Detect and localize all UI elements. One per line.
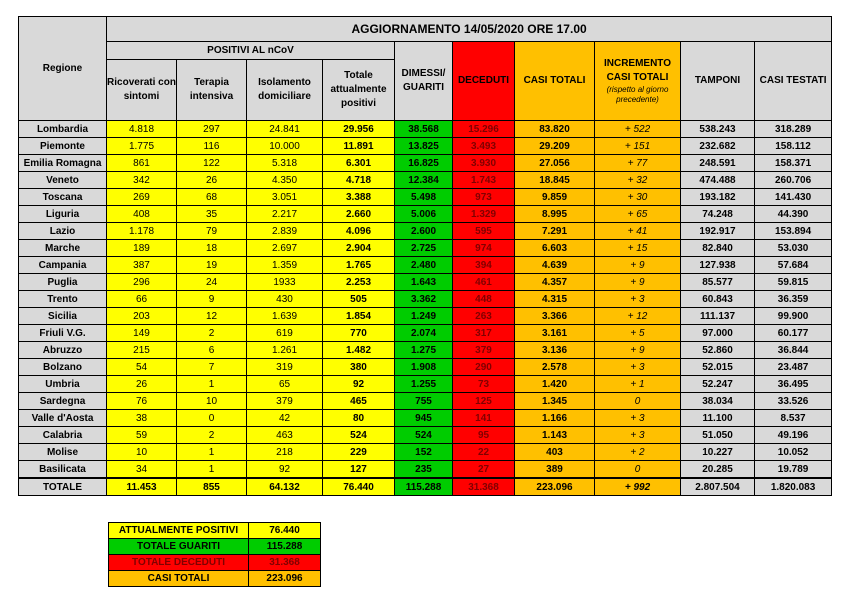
cell-casi: 4.357 — [515, 274, 595, 291]
cell-tamponi: 474.488 — [681, 172, 755, 189]
cell-deceduti: 263 — [453, 308, 515, 325]
cell-isolamento: 319 — [247, 359, 323, 376]
header-dimessi: DIMESSI/ GUARITI — [395, 42, 453, 121]
cell-deceduti: 394 — [453, 257, 515, 274]
cell-casi: 3.161 — [515, 325, 595, 342]
cell-casi: 27.056 — [515, 155, 595, 172]
cell-deceduti: 461 — [453, 274, 515, 291]
cell-testati: 19.789 — [755, 461, 832, 479]
cell-terapia: 7 — [177, 359, 247, 376]
table-row — [19, 376, 832, 393]
summary-label: TOTALE DECEDUTI — [109, 555, 249, 571]
cell-totale: 92 — [323, 376, 395, 393]
cell-regione: Friuli V.G. — [19, 325, 107, 342]
cell-incremento: + 151 — [595, 138, 681, 155]
cell-incremento: + 3 — [595, 410, 681, 427]
cell-casi: 1.420 — [515, 376, 595, 393]
summary-value: 223.096 — [249, 571, 321, 587]
cell-isolamento: 5.318 — [247, 155, 323, 172]
cell-isolamento: 24.841 — [247, 121, 323, 138]
cell-dimessi: 1.908 — [395, 359, 453, 376]
summary-label: ATTUALMENTE POSITIVI — [109, 523, 249, 539]
cell-testati: 8.537 — [755, 410, 832, 427]
cell-dimessi: 3.362 — [395, 291, 453, 308]
cell-testati: 36.495 — [755, 376, 832, 393]
summary-value: 115.288 — [249, 539, 321, 555]
cell-ricoverati: 149 — [107, 325, 177, 342]
cell-incremento: + 12 — [595, 308, 681, 325]
header-regione: Regione — [19, 17, 107, 121]
cell-deceduti: 22 — [453, 444, 515, 461]
cell-casi: 403 — [515, 444, 595, 461]
cell-isolamento: 4.350 — [247, 172, 323, 189]
cell-totale: 3.388 — [323, 189, 395, 206]
cell-tamponi: 97.000 — [681, 325, 755, 342]
cell-totale: 229 — [323, 444, 395, 461]
cell-regione: Molise — [19, 444, 107, 461]
cell-ricoverati: 54 — [107, 359, 177, 376]
cell-deceduti: 15.296 — [453, 121, 515, 138]
cell-regione: Puglia — [19, 274, 107, 291]
cell-ricoverati: 342 — [107, 172, 177, 189]
cell-dimessi: 2.074 — [395, 325, 453, 342]
cell-incremento: 0 — [595, 393, 681, 410]
table-row — [19, 206, 832, 223]
cell-regione: Toscana — [19, 189, 107, 206]
cell-deceduti: 379 — [453, 342, 515, 359]
summary-label: CASI TOTALI — [109, 571, 249, 587]
table-row — [19, 155, 832, 172]
table-row — [19, 308, 832, 325]
cell-terapia: 2 — [177, 427, 247, 444]
header-totale-positivi: Totale attualmente positivi — [323, 60, 395, 121]
cell-dimessi: 12.384 — [395, 172, 453, 189]
table-row — [19, 240, 832, 257]
cell-dimessi: 945 — [395, 410, 453, 427]
cell-incremento: + 992 — [595, 478, 681, 496]
cell-regione: Calabria — [19, 427, 107, 444]
cell-ricoverati: 66 — [107, 291, 177, 308]
cell-tamponi: 38.034 — [681, 393, 755, 410]
cell-testati: 36.359 — [755, 291, 832, 308]
cell-regione: Abruzzo — [19, 342, 107, 359]
cell-incremento: + 77 — [595, 155, 681, 172]
cell-incremento: 0 — [595, 461, 681, 479]
cell-casi: 4.315 — [515, 291, 595, 308]
cell-dimessi: 16.825 — [395, 155, 453, 172]
table-row — [19, 257, 832, 274]
cell-incremento: + 15 — [595, 240, 681, 257]
cell-dimessi: 755 — [395, 393, 453, 410]
cell-regione: Basilicata — [19, 461, 107, 479]
cell-terapia: 10 — [177, 393, 247, 410]
cell-isolamento: 379 — [247, 393, 323, 410]
cell-totale: 4.096 — [323, 223, 395, 240]
table-body — [19, 121, 832, 496]
cell-testati: 153.894 — [755, 223, 832, 240]
cell-incremento: + 65 — [595, 206, 681, 223]
cell-incremento: + 32 — [595, 172, 681, 189]
cell-totale: 465 — [323, 393, 395, 410]
cell-tamponi: 51.050 — [681, 427, 755, 444]
cell-tamponi: 52.860 — [681, 342, 755, 359]
cell-ricoverati: 189 — [107, 240, 177, 257]
summary-row — [109, 555, 321, 571]
cell-casi: 8.995 — [515, 206, 595, 223]
cell-terapia: 24 — [177, 274, 247, 291]
cell-ricoverati: 76 — [107, 393, 177, 410]
cell-regione: Sicilia — [19, 308, 107, 325]
cell-deceduti: 31.368 — [453, 478, 515, 496]
header-incremento-note: (rispetto al giorno precedente) — [606, 85, 669, 104]
cell-tamponi: 11.100 — [681, 410, 755, 427]
cell-casi: 6.603 — [515, 240, 595, 257]
cell-deceduti: 3.930 — [453, 155, 515, 172]
cell-totale: 11.891 — [323, 138, 395, 155]
cell-isolamento: 92 — [247, 461, 323, 479]
header-casi-testati: CASI TESTATI — [755, 42, 832, 121]
cell-deceduti: 595 — [453, 223, 515, 240]
cell-dimessi: 5.498 — [395, 189, 453, 206]
cell-tamponi: 85.577 — [681, 274, 755, 291]
cell-terapia: 19 — [177, 257, 247, 274]
cell-tamponi: 2.807.504 — [681, 478, 755, 496]
cell-regione: Lazio — [19, 223, 107, 240]
summary-body — [109, 523, 321, 587]
cell-totale: 770 — [323, 325, 395, 342]
cell-terapia: 122 — [177, 155, 247, 172]
cell-totale: 2.660 — [323, 206, 395, 223]
cell-terapia: 2 — [177, 325, 247, 342]
header-positivi-group: POSITIVI AL nCoV — [107, 42, 395, 60]
cell-totale: 1.765 — [323, 257, 395, 274]
cell-incremento: + 5 — [595, 325, 681, 342]
cell-regione: Liguria — [19, 206, 107, 223]
cell-regione: TOTALE — [19, 478, 107, 496]
cell-incremento: + 41 — [595, 223, 681, 240]
cell-isolamento: 218 — [247, 444, 323, 461]
header-ricoverati: Ricoverati con sintomi — [107, 60, 177, 121]
covid-regional-table — [18, 16, 832, 496]
cell-ricoverati: 1.775 — [107, 138, 177, 155]
cell-deceduti: 974 — [453, 240, 515, 257]
cell-terapia: 855 — [177, 478, 247, 496]
cell-tamponi: 82.840 — [681, 240, 755, 257]
cell-incremento: + 3 — [595, 427, 681, 444]
cell-casi: 1.143 — [515, 427, 595, 444]
cell-terapia: 1 — [177, 376, 247, 393]
cell-incremento: + 3 — [595, 291, 681, 308]
cell-terapia: 6 — [177, 342, 247, 359]
table-row — [19, 461, 832, 479]
cell-terapia: 116 — [177, 138, 247, 155]
cell-isolamento: 3.051 — [247, 189, 323, 206]
cell-ricoverati: 269 — [107, 189, 177, 206]
cell-ricoverati: 408 — [107, 206, 177, 223]
cell-isolamento: 2.839 — [247, 223, 323, 240]
cell-casi: 3.136 — [515, 342, 595, 359]
cell-tamponi: 192.917 — [681, 223, 755, 240]
cell-ricoverati: 1.178 — [107, 223, 177, 240]
cell-casi: 223.096 — [515, 478, 595, 496]
cell-totale: 2.253 — [323, 274, 395, 291]
cell-testati: 36.844 — [755, 342, 832, 359]
cell-deceduti: 3.493 — [453, 138, 515, 155]
cell-dimessi: 5.006 — [395, 206, 453, 223]
cell-isolamento: 65 — [247, 376, 323, 393]
cell-terapia: 18 — [177, 240, 247, 257]
cell-dimessi: 2.600 — [395, 223, 453, 240]
cell-testati: 59.815 — [755, 274, 832, 291]
cell-deceduti: 1.743 — [453, 172, 515, 189]
cell-totale: 1.482 — [323, 342, 395, 359]
cell-deceduti: 448 — [453, 291, 515, 308]
cell-deceduti: 290 — [453, 359, 515, 376]
cell-dimessi: 38.568 — [395, 121, 453, 138]
cell-deceduti: 73 — [453, 376, 515, 393]
cell-tamponi: 20.285 — [681, 461, 755, 479]
table-row — [19, 138, 832, 155]
cell-testati: 10.052 — [755, 444, 832, 461]
summary-value: 76.440 — [249, 523, 321, 539]
header-deceduti: DECEDUTI — [453, 42, 515, 121]
table-row — [19, 427, 832, 444]
cell-testati: 1.820.083 — [755, 478, 832, 496]
cell-incremento: + 522 — [595, 121, 681, 138]
cell-regione: Bolzano — [19, 359, 107, 376]
cell-totale: 29.956 — [323, 121, 395, 138]
cell-totale: 380 — [323, 359, 395, 376]
cell-deceduti: 973 — [453, 189, 515, 206]
cell-isolamento: 463 — [247, 427, 323, 444]
cell-incremento: + 9 — [595, 274, 681, 291]
cell-testati: 99.900 — [755, 308, 832, 325]
cell-ricoverati: 203 — [107, 308, 177, 325]
cell-dimessi: 115.288 — [395, 478, 453, 496]
cell-regione: Emilia Romagna — [19, 155, 107, 172]
cell-regione: Valle d'Aosta — [19, 410, 107, 427]
cell-casi: 1.345 — [515, 393, 595, 410]
cell-casi: 83.820 — [515, 121, 595, 138]
summary-table — [108, 522, 321, 587]
cell-tamponi: 52.247 — [681, 376, 755, 393]
cell-ricoverati: 296 — [107, 274, 177, 291]
cell-terapia: 0 — [177, 410, 247, 427]
cell-ricoverati: 4.818 — [107, 121, 177, 138]
cell-terapia: 79 — [177, 223, 247, 240]
cell-tamponi: 60.843 — [681, 291, 755, 308]
cell-testati: 57.684 — [755, 257, 832, 274]
cell-isolamento: 430 — [247, 291, 323, 308]
cell-regione: Campania — [19, 257, 107, 274]
summary-row — [109, 523, 321, 539]
cell-ricoverati: 26 — [107, 376, 177, 393]
cell-isolamento: 1.261 — [247, 342, 323, 359]
cell-tamponi: 232.682 — [681, 138, 755, 155]
cell-deceduti: 125 — [453, 393, 515, 410]
table-row — [19, 444, 832, 461]
cell-testati: 53.030 — [755, 240, 832, 257]
header-incremento-label: INCREMENTO CASI TOTALI — [603, 58, 672, 83]
header-incremento — [595, 42, 681, 121]
cell-tamponi: 127.938 — [681, 257, 755, 274]
cell-regione: Marche — [19, 240, 107, 257]
cell-isolamento: 1933 — [247, 274, 323, 291]
cell-regione: Veneto — [19, 172, 107, 189]
cell-casi: 2.578 — [515, 359, 595, 376]
cell-totale: 76.440 — [323, 478, 395, 496]
summary-row — [109, 539, 321, 555]
table-row — [19, 291, 832, 308]
cell-isolamento: 1.359 — [247, 257, 323, 274]
header-isolamento: Isolamento domiciliare — [247, 60, 323, 121]
cell-casi: 389 — [515, 461, 595, 479]
cell-regione: Piemonte — [19, 138, 107, 155]
cell-terapia: 35 — [177, 206, 247, 223]
totals-row — [19, 478, 832, 496]
summary-row — [109, 571, 321, 587]
cell-casi: 9.859 — [515, 189, 595, 206]
cell-regione: Sardegna — [19, 393, 107, 410]
cell-testati: 44.390 — [755, 206, 832, 223]
cell-ricoverati: 59 — [107, 427, 177, 444]
cell-incremento: + 30 — [595, 189, 681, 206]
cell-tamponi: 193.182 — [681, 189, 755, 206]
table-row — [19, 189, 832, 206]
table-row — [19, 359, 832, 376]
cell-incremento: + 2 — [595, 444, 681, 461]
cell-testati: 318.289 — [755, 121, 832, 138]
cell-terapia: 297 — [177, 121, 247, 138]
table-row — [19, 172, 832, 189]
cell-totale: 4.718 — [323, 172, 395, 189]
cell-incremento: + 9 — [595, 257, 681, 274]
cell-ricoverati: 387 — [107, 257, 177, 274]
cell-isolamento: 1.639 — [247, 308, 323, 325]
cell-testati: 158.371 — [755, 155, 832, 172]
cell-isolamento: 42 — [247, 410, 323, 427]
cell-regione: Umbria — [19, 376, 107, 393]
table-row — [19, 393, 832, 410]
cell-ricoverati: 10 — [107, 444, 177, 461]
cell-dimessi: 152 — [395, 444, 453, 461]
cell-casi: 3.366 — [515, 308, 595, 325]
cell-tamponi: 538.243 — [681, 121, 755, 138]
cell-ricoverati: 34 — [107, 461, 177, 479]
cell-incremento: + 1 — [595, 376, 681, 393]
cell-dimessi: 13.825 — [395, 138, 453, 155]
cell-dimessi: 235 — [395, 461, 453, 479]
cell-deceduti: 95 — [453, 427, 515, 444]
cell-deceduti: 27 — [453, 461, 515, 479]
cell-terapia: 9 — [177, 291, 247, 308]
cell-terapia: 68 — [177, 189, 247, 206]
cell-testati: 23.487 — [755, 359, 832, 376]
cell-incremento: + 9 — [595, 342, 681, 359]
cell-terapia: 26 — [177, 172, 247, 189]
cell-dimessi: 1.643 — [395, 274, 453, 291]
cell-tamponi: 74.248 — [681, 206, 755, 223]
cell-totale: 505 — [323, 291, 395, 308]
cell-terapia: 12 — [177, 308, 247, 325]
table-row — [19, 274, 832, 291]
table-row — [19, 342, 832, 359]
cell-casi: 4.639 — [515, 257, 595, 274]
header-terapia: Terapia intensiva — [177, 60, 247, 121]
cell-totale: 127 — [323, 461, 395, 479]
cell-ricoverati: 215 — [107, 342, 177, 359]
cell-casi: 29.209 — [515, 138, 595, 155]
cell-tamponi: 248.591 — [681, 155, 755, 172]
cell-isolamento: 619 — [247, 325, 323, 342]
cell-testati: 158.112 — [755, 138, 832, 155]
cell-isolamento: 2.217 — [247, 206, 323, 223]
table-row — [19, 410, 832, 427]
cell-terapia: 1 — [177, 444, 247, 461]
summary-label: TOTALE GUARITI — [109, 539, 249, 555]
cell-testati: 260.706 — [755, 172, 832, 189]
cell-dimessi: 1.255 — [395, 376, 453, 393]
cell-regione: Trento — [19, 291, 107, 308]
cell-deceduti: 317 — [453, 325, 515, 342]
cell-casi: 1.166 — [515, 410, 595, 427]
cell-isolamento: 10.000 — [247, 138, 323, 155]
table-row — [19, 223, 832, 240]
cell-tamponi: 10.227 — [681, 444, 755, 461]
summary-value: 31.368 — [249, 555, 321, 571]
cell-tamponi: 52.015 — [681, 359, 755, 376]
table-row — [19, 121, 832, 138]
cell-totale: 80 — [323, 410, 395, 427]
cell-testati: 60.177 — [755, 325, 832, 342]
cell-dimessi: 2.725 — [395, 240, 453, 257]
cell-casi: 18.845 — [515, 172, 595, 189]
cell-isolamento: 2.697 — [247, 240, 323, 257]
cell-incremento: + 3 — [595, 359, 681, 376]
cell-testati: 33.526 — [755, 393, 832, 410]
header-casi-totali: CASI TOTALI — [515, 42, 595, 121]
cell-isolamento: 64.132 — [247, 478, 323, 496]
update-title: AGGIORNAMENTO 14/05/2020 ORE 17.00 — [107, 17, 832, 42]
cell-totale: 1.854 — [323, 308, 395, 325]
cell-dimessi: 2.480 — [395, 257, 453, 274]
cell-deceduti: 1.329 — [453, 206, 515, 223]
cell-ricoverati: 11.453 — [107, 478, 177, 496]
cell-ricoverati: 38 — [107, 410, 177, 427]
cell-dimessi: 1.249 — [395, 308, 453, 325]
cell-terapia: 1 — [177, 461, 247, 479]
cell-regione: Lombardia — [19, 121, 107, 138]
cell-testati: 141.430 — [755, 189, 832, 206]
header-tamponi: TAMPONI — [681, 42, 755, 121]
cell-totale: 524 — [323, 427, 395, 444]
cell-casi: 7.291 — [515, 223, 595, 240]
cell-testati: 49.196 — [755, 427, 832, 444]
table-row — [19, 325, 832, 342]
cell-deceduti: 141 — [453, 410, 515, 427]
cell-totale: 2.904 — [323, 240, 395, 257]
cell-totale: 6.301 — [323, 155, 395, 172]
cell-dimessi: 524 — [395, 427, 453, 444]
cell-dimessi: 1.275 — [395, 342, 453, 359]
cell-ricoverati: 861 — [107, 155, 177, 172]
cell-tamponi: 111.137 — [681, 308, 755, 325]
